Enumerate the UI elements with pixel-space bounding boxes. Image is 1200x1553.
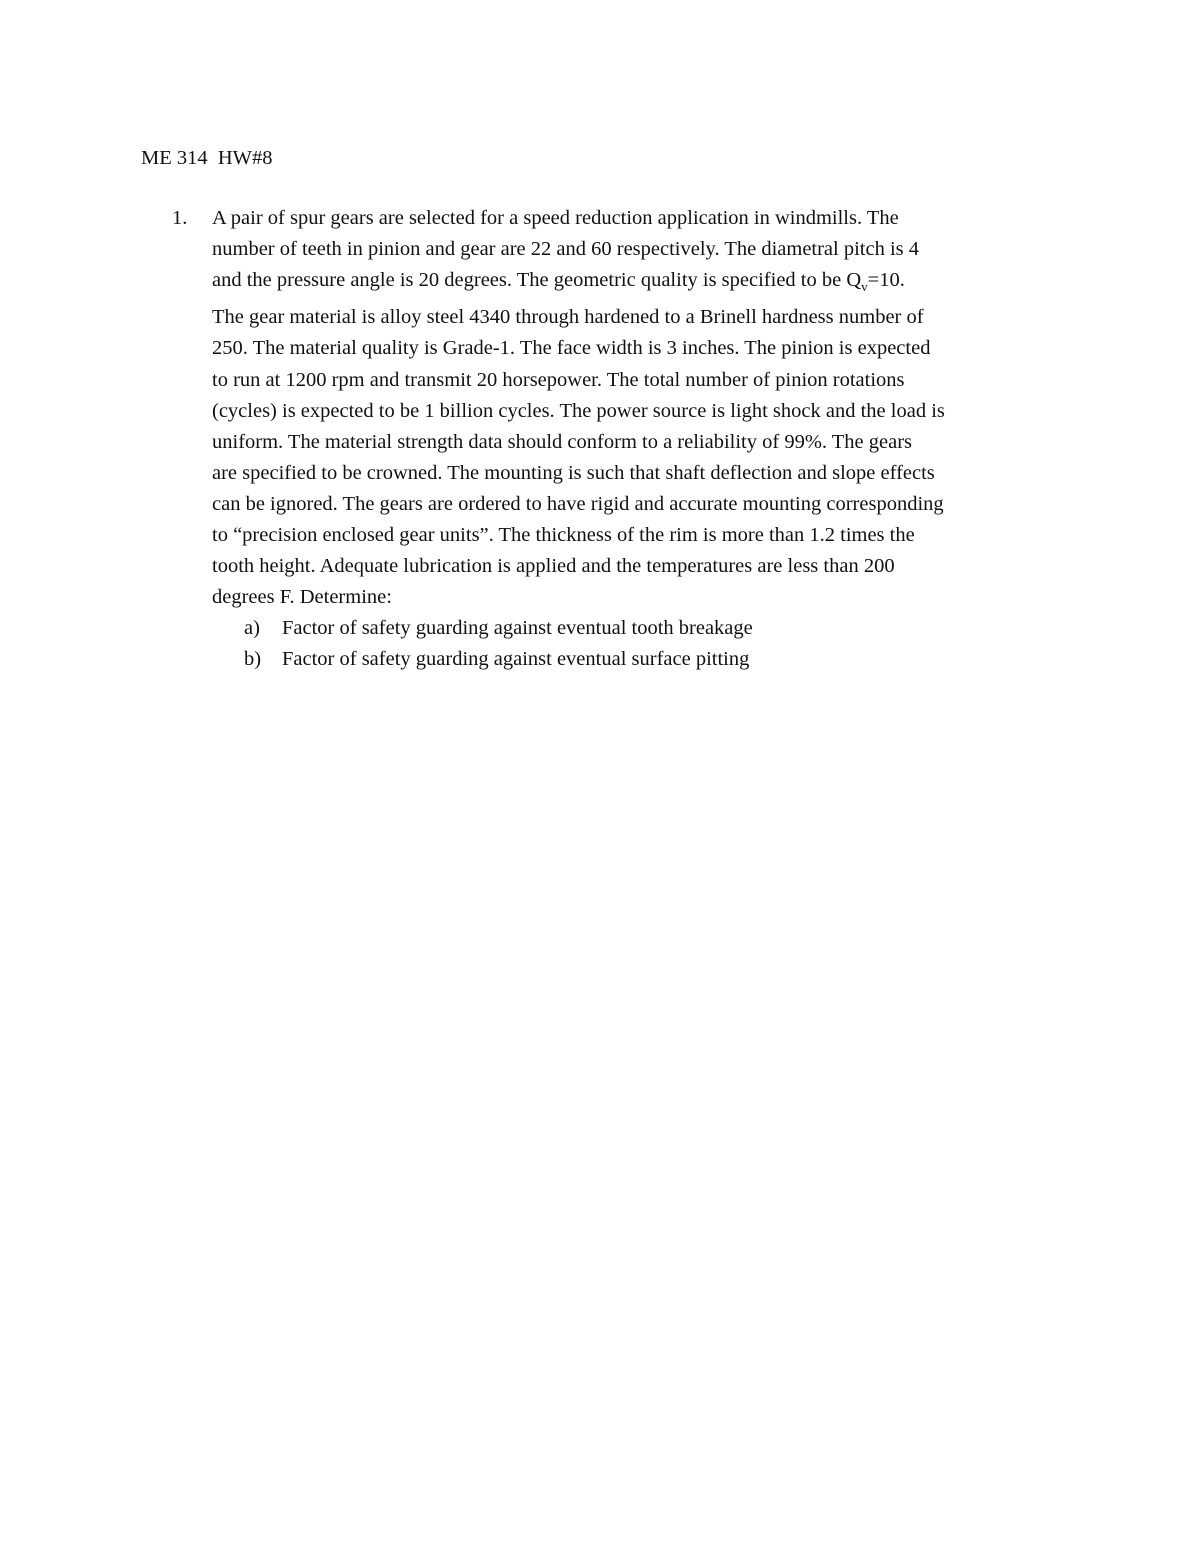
problem-1 xyxy=(172,203,1072,676)
problem-statement xyxy=(212,203,1067,676)
statement-line: The gear material is alloy steel 4340 through hardened to a Brinell hardness number of xyxy=(212,306,924,329)
quality-value: =10. xyxy=(867,269,905,292)
document-header xyxy=(141,143,273,174)
statement-line-quality xyxy=(212,265,1067,302)
statement-line: to “precision enclosed gear units”. The thickness of the rim is more than 1.2 times the xyxy=(212,524,915,547)
quality-subscript: v xyxy=(861,279,868,295)
sub-question-list xyxy=(244,613,1067,675)
statement-line: can be ignored. The gears are ordered to have rigid and accurate mounting corresponding xyxy=(212,492,944,515)
statement-line: uniform. The material strength data should conform to a reliability of 99%. The gears xyxy=(212,430,913,453)
sub-question-text: Factor of safety guarding against eventual tooth breakage xyxy=(282,617,753,640)
statement-line: to run at 1200 rpm and transmit 20 horsepower. The total number of pinion rotations xyxy=(212,368,905,391)
sub-question-text: Factor of safety guarding against eventual surface pitting xyxy=(282,648,750,671)
statement-line: number of teeth in pinion and gear are 22 and 60 respectively. The diametral pitch is 4 xyxy=(212,238,920,261)
sub-question-b xyxy=(244,644,1067,675)
sub-question-a xyxy=(244,613,1067,644)
sub-question-label: a) xyxy=(244,617,260,640)
statement-line: are specified to be crowned. The mounting is such that shaft deflection and slope effects xyxy=(212,461,935,484)
statement-text: and the pressure angle is 20 degrees. The geometric quality is specified to be Q xyxy=(212,269,862,292)
statement-line: 250. The material quality is Grade-1. The face width is 3 inches. The pinion is expected xyxy=(212,337,931,360)
statement-line: degrees F. Determine: xyxy=(212,586,392,609)
statement-line: tooth height. Adequate lubrication is applied and the temperatures are less than 200 xyxy=(212,555,895,578)
sub-question-label: b) xyxy=(244,648,262,671)
statement-line: (cycles) is expected to be 1 billion cycles. The power source is light shock and the load is xyxy=(212,399,945,422)
assignment-title: HW#8 xyxy=(217,147,273,169)
statement-line: A pair of spur gears are selected for a speed reduction application in windmills. The xyxy=(212,207,899,229)
problem-number: 1. xyxy=(172,207,188,229)
course-code: ME 314 xyxy=(141,147,208,169)
